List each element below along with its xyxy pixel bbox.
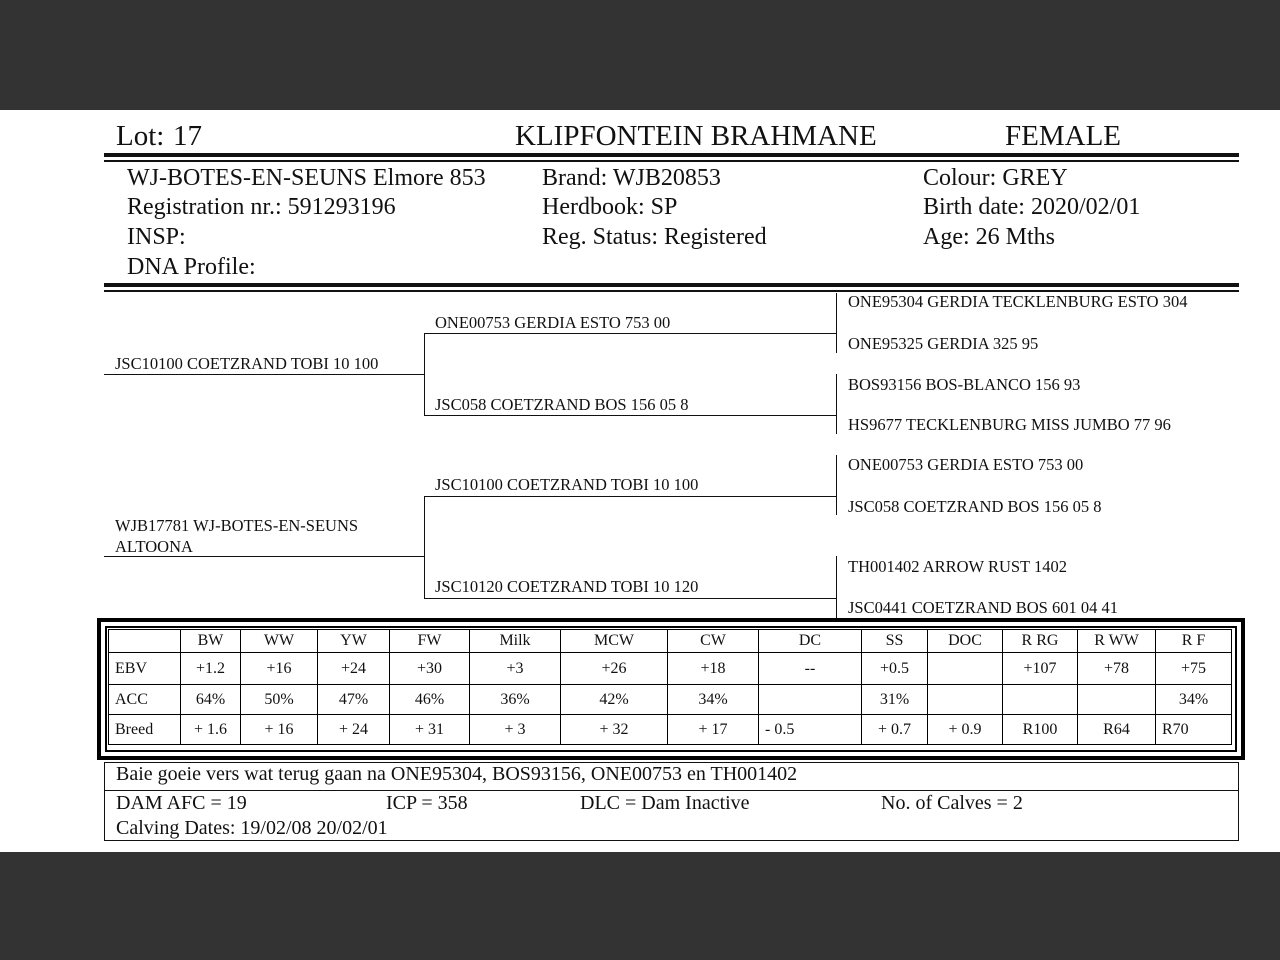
- ebv-col-header: SS: [862, 630, 928, 653]
- age: Age: 26 Mths: [923, 224, 1055, 250]
- pedigree-ggp-8: JSC0441 COETZRAND BOS 601 04 41: [848, 598, 1118, 617]
- table-cell: + 31: [390, 715, 470, 745]
- row-label: EBV: [109, 653, 181, 685]
- breeder-name: KLIPFONTEIN BRAHMANE: [515, 120, 877, 152]
- pedigree-sire-sire: ONE00753 GERDIA ESTO 753 00: [435, 313, 671, 332]
- ebv-col-header: WW: [241, 630, 318, 653]
- dlc: DLC = Dam Inactive: [580, 792, 750, 814]
- ebv-col-header: YW: [318, 630, 390, 653]
- table-cell: + 16: [241, 715, 318, 745]
- icp: ICP = 358: [386, 792, 468, 814]
- ebv-col-header: DC: [759, 630, 862, 653]
- notes-divider: [105, 790, 1238, 791]
- table-cell: +0.5: [862, 653, 928, 685]
- ebv-table: [108, 629, 1232, 745]
- table-cell: + 3: [470, 715, 561, 745]
- pedigree-ggp-3: BOS93156 BOS-BLANCO 156 93: [848, 375, 1081, 394]
- animal-name: WJ-BOTES-EN-SEUNS Elmore 853: [127, 165, 486, 191]
- table-cell: + 1.6: [181, 715, 241, 745]
- header-rule-thick: [104, 153, 1239, 157]
- pedigree-ggp-7: TH001402 ARROW RUST 1402: [848, 557, 1067, 576]
- ebv-col-header: R RG: [1003, 630, 1078, 653]
- sire-dam-line: [424, 415, 836, 416]
- pedigree-ggp-1: ONE95304 GERDIA TECKLENBURG ESTO 304: [848, 292, 1188, 311]
- table-cell: [1003, 685, 1078, 715]
- colour: Colour: GREY: [923, 165, 1068, 191]
- pedigree-sire-dam: JSC058 COETZRAND BOS 156 05 8: [435, 395, 689, 414]
- lot-number: 17: [173, 120, 202, 152]
- row-label: Breed: [109, 715, 181, 745]
- pedigree-dam-dam: JSC10120 COETZRAND TOBI 10 120: [435, 577, 699, 596]
- table-cell: +1.2: [181, 653, 241, 685]
- table-cell: 64%: [181, 685, 241, 715]
- notes-box: [104, 762, 1239, 841]
- dam-sire-line: [424, 496, 836, 497]
- table-cell: 47%: [318, 685, 390, 715]
- lot-label: Lot:: [116, 120, 165, 152]
- ebv-col-header: MCW: [561, 630, 668, 653]
- sire-bracket: [424, 333, 425, 415]
- pedigree-ggp-5: ONE00753 GERDIA ESTO 753 00: [848, 455, 1084, 474]
- table-cell: +16: [241, 653, 318, 685]
- table-cell: [928, 685, 1003, 715]
- table-cell: + 0.9: [928, 715, 1003, 745]
- table-cell: + 32: [561, 715, 668, 745]
- table-cell: +24: [318, 653, 390, 685]
- table-cell: 31%: [862, 685, 928, 715]
- table-cell: + 0.7: [862, 715, 928, 745]
- table-cell: R64: [1078, 715, 1156, 745]
- table-cell: --: [759, 653, 862, 685]
- number-of-calves: No. of Calves = 2: [881, 792, 1023, 814]
- sire-sire-line: [424, 333, 836, 334]
- sex-label: FEMALE: [1005, 120, 1121, 152]
- ggp-bracket-3: [836, 455, 837, 515]
- ebv-header-row: [109, 630, 1232, 653]
- dam-afc: DAM AFC = 19: [116, 792, 247, 814]
- ebv-col-header: R WW: [1078, 630, 1156, 653]
- acc-row: [109, 685, 1232, 715]
- brand: Brand: WJB20853: [542, 165, 721, 191]
- ebv-col-header: R F: [1156, 630, 1232, 653]
- table-cell: +26: [561, 653, 668, 685]
- table-cell: +30: [390, 653, 470, 685]
- table-cell: + 24: [318, 715, 390, 745]
- table-cell: R100: [1003, 715, 1078, 745]
- table-cell: 34%: [1156, 685, 1232, 715]
- dam-dam-line: [424, 598, 836, 599]
- ebv-row: [109, 653, 1232, 685]
- table-cell: 42%: [561, 685, 668, 715]
- pedigree-sire: JSC10100 COETZRAND TOBI 10 100: [115, 354, 379, 373]
- info-rule-thick: [104, 283, 1239, 287]
- table-cell: 34%: [668, 685, 759, 715]
- table-cell: +18: [668, 653, 759, 685]
- table-cell: - 0.5: [759, 715, 862, 745]
- table-cell: + 17: [668, 715, 759, 745]
- table-cell: 50%: [241, 685, 318, 715]
- dam-line: [104, 556, 424, 557]
- breed-row: [109, 715, 1232, 745]
- ebv-col-header: FW: [390, 630, 470, 653]
- ebv-col-header: BW: [181, 630, 241, 653]
- sire-line: [104, 374, 424, 375]
- herdbook: Herdbook: SP: [542, 194, 678, 220]
- table-cell: 46%: [390, 685, 470, 715]
- table-cell: +107: [1003, 653, 1078, 685]
- table-cell: R70: [1156, 715, 1232, 745]
- row-label: ACC: [109, 685, 181, 715]
- table-cell: +75: [1156, 653, 1232, 685]
- registration-number: Registration nr.: 591293196: [127, 194, 396, 220]
- table-cell: [759, 685, 862, 715]
- table-cell: 36%: [470, 685, 561, 715]
- ggp-bracket-4: [836, 556, 837, 618]
- ebv-col-header: [109, 630, 181, 653]
- header-rule-thin: [104, 160, 1239, 162]
- pedigree-dam-line2: ALTOONA: [115, 537, 193, 556]
- registration-status: Reg. Status: Registered: [542, 224, 767, 250]
- pedigree-ggp-6: JSC058 COETZRAND BOS 156 05 8: [848, 497, 1102, 516]
- table-cell: +3: [470, 653, 561, 685]
- sale-catalogue-page: [0, 110, 1280, 852]
- ggp-bracket-1: [836, 293, 837, 353]
- table-cell: +78: [1078, 653, 1156, 685]
- dna-profile-label: DNA Profile:: [127, 254, 256, 280]
- dam-bracket: [424, 496, 425, 598]
- table-cell: [928, 653, 1003, 685]
- pedigree-dam-line1: WJB17781 WJ-BOTES-EN-SEUNS: [115, 516, 359, 535]
- birth-date: Birth date: 2020/02/01: [923, 194, 1141, 220]
- calving-dates: Calving Dates: 19/02/08 20/02/01: [116, 817, 388, 839]
- comment-text: Baie goeie vers wat terug gaan na ONE95304, BOS93156, ONE00753 en TH001402: [116, 763, 798, 785]
- ebv-col-header: Milk: [470, 630, 561, 653]
- pedigree-ggp-4: HS9677 TECKLENBURG MISS JUMBO 77 96: [848, 415, 1171, 434]
- pedigree-dam-sire: JSC10100 COETZRAND TOBI 10 100: [435, 475, 699, 494]
- ggp-bracket-2: [836, 374, 837, 434]
- ebv-col-header: DOC: [928, 630, 1003, 653]
- ebv-col-header: CW: [668, 630, 759, 653]
- table-cell: [1078, 685, 1156, 715]
- insp-label: INSP:: [127, 224, 186, 250]
- pedigree-ggp-2: ONE95325 GERDIA 325 95: [848, 334, 1039, 353]
